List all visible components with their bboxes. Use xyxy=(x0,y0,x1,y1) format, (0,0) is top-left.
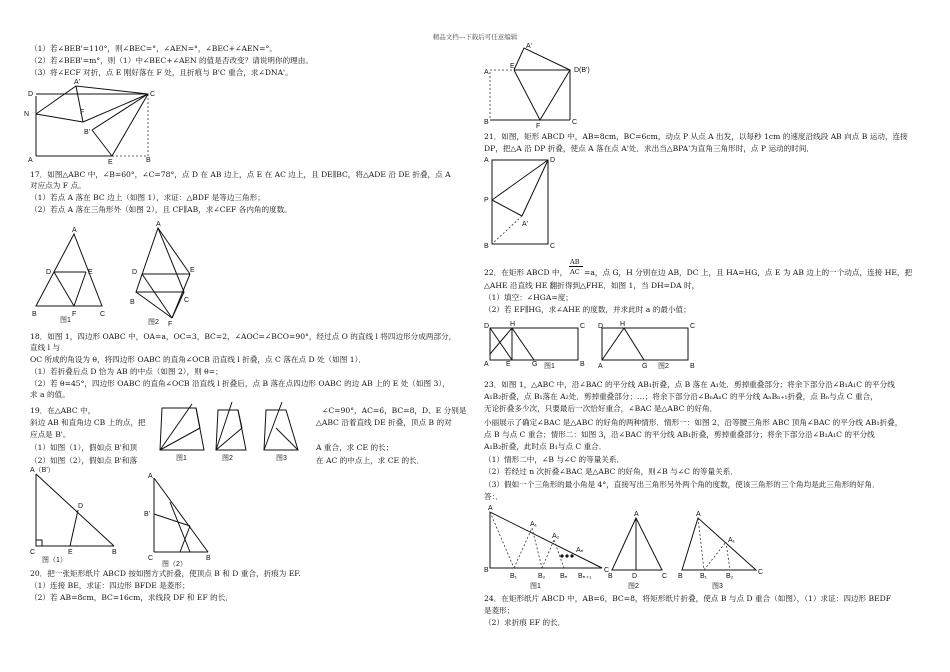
q22-line1-prefix: 22．在矩形 ABCD 中， xyxy=(484,268,568,277)
fig-label: 图3 xyxy=(276,455,287,462)
q23-line4: 小丽展示了确定∠BAC 是△ABC 的好角的两种情形．情形一：如图 2，沿等腰三角形 ABC 顶角∠BAC 的平分线 AB₁折叠， xyxy=(484,418,903,427)
svg-text:B₂: B₂ xyxy=(538,573,546,580)
fig-label: 图2 xyxy=(628,583,639,590)
q23-line1: 23．如图 1，△ABC 中，沿∠BAC 的平分线 AB₁折叠，点 B 落在 A₁处．剪掉重叠部分；将余下部分沿∠B₁A₁C 的平分线 xyxy=(484,380,895,389)
svg-text:B: B xyxy=(130,299,135,306)
svg-text:A: A xyxy=(156,221,161,228)
svg-text:D: D xyxy=(78,503,84,510)
svg-text:B: B xyxy=(112,549,117,556)
svg-text:C: C xyxy=(758,569,764,576)
q20-part1: （1）连接 BE，求证：四边形 BFDE 是菱形； xyxy=(30,581,190,590)
q19-part1b: A 重合，求 CE 的长； xyxy=(316,443,394,452)
svg-text:Bₙ₊₁: Bₙ₊₁ xyxy=(578,573,592,580)
svg-text:D: D xyxy=(46,269,52,276)
q20-line1: 20．把一张矩形纸片 ABCD 按如图方式折叠，使顶点 B 和 D 重合，折痕为 EF. xyxy=(30,569,301,578)
q23-part2: （2）若经过 n 次折叠∠BAC 是△ABC 的好角，则∠B 与∠C 的等量关系． xyxy=(484,467,738,476)
fig-label: 图1 xyxy=(544,363,555,370)
svg-text:A: A xyxy=(148,473,153,480)
q22-line2: △AHE 沿直线 HE 翻折得到△FHE．如图 1，当 DH=DA 时， xyxy=(484,281,700,290)
q23-answer: 答：． xyxy=(484,492,503,501)
svg-text:C: C xyxy=(604,567,610,574)
svg-text:Aₙ: Aₙ xyxy=(576,547,584,554)
svg-text:A: A xyxy=(28,157,33,164)
q18-line3: OC 所成的角设为 θ，将四边形 OABC 的直角∠OCB 沿直线 l 折叠，点 C 落在点 D 处（如图 1）． xyxy=(30,355,366,364)
q17-part1: （1）若点 A 落在 BC 边上（如图 1），求证：△BDF 是等边三角形； xyxy=(30,193,265,202)
svg-text:B: B xyxy=(32,311,37,318)
q18-line2: 直线 l 与 xyxy=(30,343,61,352)
q17-line2: 对应点为 F 点。 xyxy=(30,181,86,190)
q23-line6: A₁B₂折叠，此时点 B₁与点 C 重合． xyxy=(484,442,607,451)
q16-figure xyxy=(24,79,158,166)
svg-text:G: G xyxy=(642,363,648,370)
q18-line1: 18．如图 1，四边形 OABC 中，OA=a，OC=3，BC=2，∠AOC=∠BCO=90°，经过点 O 的直线 l 将四边形分成两部分， xyxy=(30,332,457,341)
svg-text:D: D xyxy=(484,323,490,330)
svg-text:D: D xyxy=(598,323,604,330)
fig-label: 图1 xyxy=(530,583,541,590)
svg-text:B: B xyxy=(484,119,489,126)
svg-text:C: C xyxy=(150,91,156,98)
page-header: 精品文档---下载后可任意编辑 xyxy=(432,33,518,41)
fig-label: 图2 xyxy=(222,455,233,462)
q22-line1: =a，点 G，H 分别在边 AB，DC 上，且 HA=HG，点 E 为 AB 边上的一个动点，连接 HE，把 xyxy=(584,268,913,277)
fig-label: 图1 xyxy=(176,455,187,462)
q21-line1: 21．如图，矩形 ABCD 中，AB=8cm，BC=6cm，动点 P 从点 A 出发，以每秒 1cm 的速度沿线段 AB 向点 B 运动，连接 xyxy=(484,132,908,141)
q23-line3: 无论折叠多少次，只要最后一次恰好重合，∠BAC 是△ABC 的好角． xyxy=(484,404,718,413)
q23-line2: A₁B₂折叠，点 B₁落在 A₂处．剪掉重叠部分；…；将余下部分沿∠BₙAₙC 的平分线 AₙBₙ₊₁折叠，点 Bₙ与点 C 重合， xyxy=(484,392,878,401)
q23-figure3 xyxy=(678,512,768,590)
svg-text:C: C xyxy=(690,323,696,330)
q22-fraction-num: AB xyxy=(570,258,580,266)
svg-text:A₁: A₁ xyxy=(530,521,538,528)
q23-part3: （3）假如一个三角形的最小角是 4°，直接写出三角形另外两个角的度数，使该三角形的三个角均是此三角形的好角． xyxy=(484,480,880,489)
svg-text:E: E xyxy=(68,549,73,556)
fig-label: 图3 xyxy=(712,583,723,590)
q19-line1: 19．在△ABC 中， xyxy=(30,406,96,415)
svg-text:B₁: B₁ xyxy=(510,573,518,580)
svg-text:B': B' xyxy=(84,129,91,136)
svg-text:B: B xyxy=(580,361,585,368)
svg-text:D: D xyxy=(28,91,34,98)
q19-figure1 xyxy=(30,466,120,564)
svg-text:C: C xyxy=(184,297,190,304)
svg-text:A: A xyxy=(484,361,489,368)
q17-part2: （2）若点 A 落在三角形外（如图 2），且 CF∥AB，求∠CEF 各内角的度数。 xyxy=(30,205,292,214)
q20-figure xyxy=(484,43,590,130)
q24-part2: （2）求折痕 EF 的长． xyxy=(484,618,566,627)
svg-text:D: D xyxy=(132,269,138,276)
q22-figure2 xyxy=(598,320,694,370)
q21-figure xyxy=(484,154,554,250)
svg-text:E: E xyxy=(108,159,113,166)
q22-fraction-den: AC xyxy=(570,268,580,276)
q19-line2: 斜边 AB 和直角边 CB 上的点，把 xyxy=(30,418,146,427)
svg-text:H: H xyxy=(510,321,516,328)
svg-text:H: H xyxy=(620,321,626,328)
svg-text:A: A xyxy=(696,511,701,518)
svg-text:C: C xyxy=(580,323,586,330)
svg-text:G: G xyxy=(532,361,538,368)
svg-text:A': A' xyxy=(74,79,81,86)
q18-figures xyxy=(152,398,322,460)
svg-text:A': A' xyxy=(526,43,533,50)
fig-label: 图（2） xyxy=(162,561,187,568)
svg-text:D(B'): D(B') xyxy=(574,67,590,74)
fig-label: 图（1） xyxy=(42,557,67,564)
svg-text:C: C xyxy=(100,311,106,318)
svg-text:B: B xyxy=(206,555,211,562)
svg-text:B₂: B₂ xyxy=(726,573,734,580)
q16-part1: （1）若∠BEB'=110°，则∠BEC=°，∠AEN=°，∠BEC+∠AEN=°。 xyxy=(30,44,277,53)
q23-figure1 xyxy=(484,506,614,590)
q16-part3: （3）将∠ECF 对折，点 E 刚好落在 F 处，且折痕与 B'C 重合，求∠DNA'。 xyxy=(30,68,293,77)
fig-label: 图2 xyxy=(658,363,669,370)
svg-text:B: B xyxy=(678,573,683,580)
svg-text:Bₙ: Bₙ xyxy=(560,573,568,580)
q21-line2: DP，把△A 沿 DP 折叠，使点 A 落在点 A'处．求出当△BPA'为直角三角形时，点 P 运动的时间． xyxy=(484,144,815,153)
svg-text:C: C xyxy=(30,549,36,556)
q23-line5: 点 B 与点 C 重合；情形二：如图 3，沿∠BAC 的平分线 AB₁折叠，剪掉重叠部分；将余下部分沿∠B₁A₁C 的平分线 xyxy=(484,430,875,439)
q17-figure2 xyxy=(128,221,198,328)
q24-line2: 是菱形； xyxy=(484,606,515,615)
svg-text:P: P xyxy=(484,197,489,204)
svg-text:A: A xyxy=(598,363,603,370)
svg-text:A（B'）: A（B'） xyxy=(30,467,55,474)
q22-figure1 xyxy=(484,320,594,370)
q19-line3: 应点是 B'。 xyxy=(30,430,71,439)
q23-part1: （1）情形二中，∠B 与∠C 的等量关系． xyxy=(484,455,625,464)
svg-text:A₁: A₁ xyxy=(728,537,736,544)
q20-part2: （2）若 AB=8cm，BC=16cm，求线段 DF 和 EF 的长． xyxy=(30,593,233,602)
q18-part1: （1）若折叠后点 D 恰为 AB 的中点（如图 2），则 θ=； xyxy=(30,367,223,376)
svg-text:B: B xyxy=(608,573,613,580)
q22-part1: （1）填空：∠HGA=度； xyxy=(484,293,573,302)
q24-line1: 24．在矩形纸片 ABCD 中，AB=6，BC=8，将矩形纸片折叠，使点 B 与点 D 重合（如图），（1）求证：四边形 BEDF xyxy=(484,594,891,603)
svg-text:A: A xyxy=(488,505,493,512)
q17-figure1 xyxy=(30,227,110,324)
q19-part2: （2）如图（2），假如点 B'和落 xyxy=(30,456,138,465)
q18-part2b: 求 a 的值。 xyxy=(30,390,70,399)
svg-text:E: E xyxy=(190,267,195,274)
svg-text:A: A xyxy=(484,157,489,164)
svg-text:B': B' xyxy=(144,511,151,518)
q19-line1b: ∠C=90°，AC=6，BC=8，D、E 分别是 xyxy=(322,406,467,415)
q16-part2: （2）若∠BEB'=m°，则（1）中∠BEC+∠AEN 的值是否改变？请说明你的理由。 xyxy=(30,56,313,65)
svg-text:D: D xyxy=(632,573,638,580)
svg-text:B: B xyxy=(690,363,695,370)
svg-text:C: C xyxy=(148,555,154,562)
svg-text:D: D xyxy=(550,157,556,164)
svg-text:B: B xyxy=(146,157,151,164)
svg-text:B: B xyxy=(484,567,489,574)
q22-part2: （2）若 EF∥HG，求∠AHE 的度数，并求此时 a 的最小值； xyxy=(484,305,691,314)
svg-text:F: F xyxy=(168,321,173,328)
q18-part2: （2）若 θ=45°，四边形 OABC 的直角∠OCB 沿直线 l 折叠后，点 B 落在点四边形 OABC 的边 AB 上的 E 处（如图 3）， xyxy=(30,379,450,388)
svg-text:F: F xyxy=(80,109,85,116)
svg-text:A': A' xyxy=(522,221,529,228)
svg-text:A₂: A₂ xyxy=(552,533,560,540)
svg-text:A: A xyxy=(484,69,489,76)
q17-line1: 17．如图△ABC 中，∠B=60°，∠C=78°，点 D 在 AB 边上，点 E 在 AC 边上，且 DE∥BC，将△ADE 沿 DE 折叠，点 A xyxy=(30,170,451,179)
svg-text:B: B xyxy=(484,243,489,250)
fig-label: 图2 xyxy=(148,319,159,326)
fig-label: 图1 xyxy=(60,317,71,324)
svg-text:E: E xyxy=(510,63,515,70)
svg-text:E: E xyxy=(506,361,511,368)
svg-text:C: C xyxy=(572,119,578,126)
q23-figure2 xyxy=(608,512,672,590)
svg-text:A: A xyxy=(72,227,77,234)
svg-text:B₁: B₁ xyxy=(700,573,708,580)
q19-part2b: 在 AC 的中点上，求 CE 的长． xyxy=(316,456,425,465)
svg-text:C: C xyxy=(662,573,668,580)
q19-part1: （1）如图（1），假如点 B'和顶 xyxy=(30,443,138,452)
q19-line2b: △ABC 沿着直线 DE 折叠，顶点 B 的对 xyxy=(316,418,452,427)
svg-text:C: C xyxy=(550,243,556,250)
svg-text:F: F xyxy=(536,123,541,130)
svg-text:F: F xyxy=(72,311,77,318)
svg-text:N: N xyxy=(24,111,30,118)
svg-text:E: E xyxy=(88,269,93,276)
svg-text:A: A xyxy=(634,511,639,518)
q19-figure2 xyxy=(140,472,220,568)
